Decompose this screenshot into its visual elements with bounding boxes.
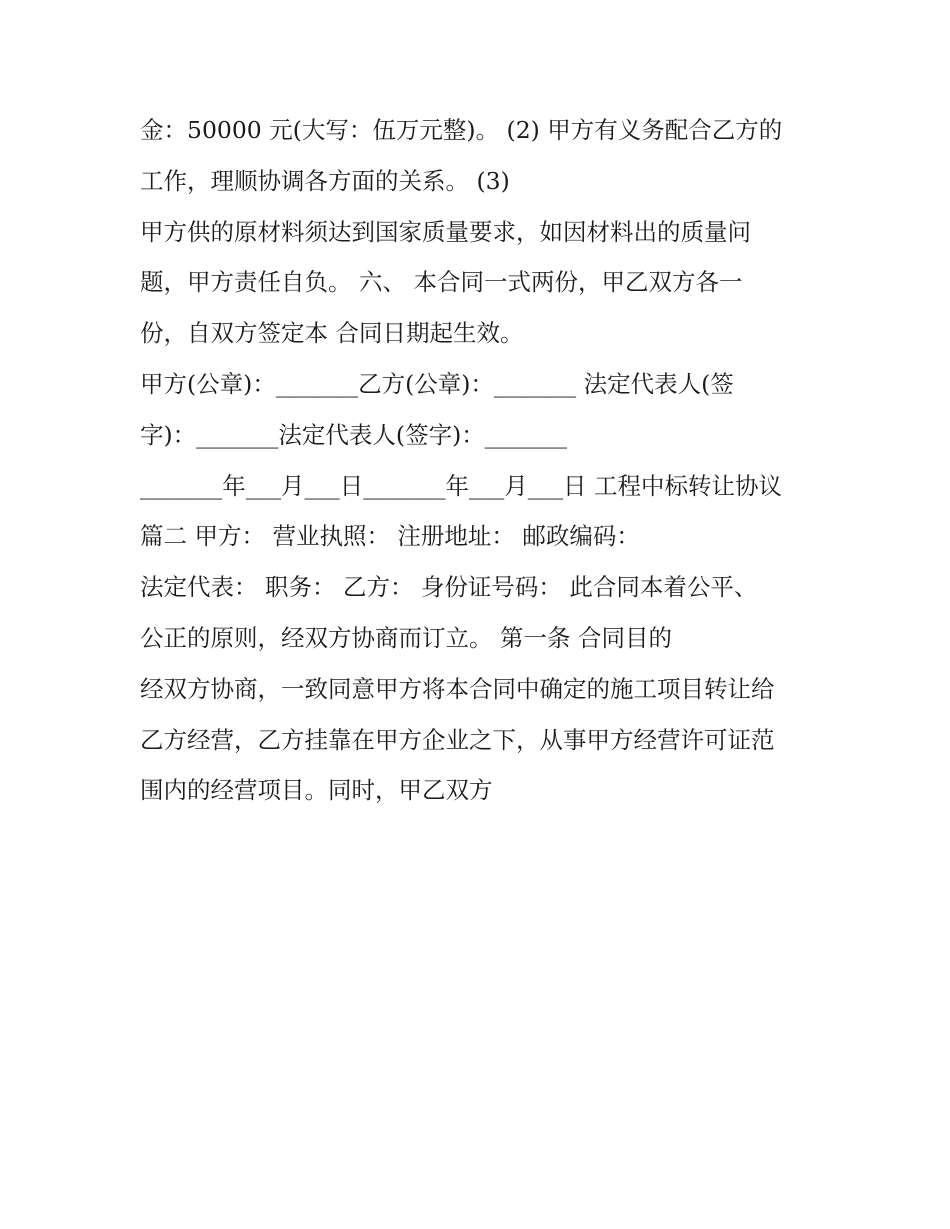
text-line: 乙方经营，乙方挂靠在甲方企业之下，从事甲方经营许可证范 [140, 725, 775, 754]
text-line: 法定代表： 职务： 乙方： 身份证号码： 此合同本着公平、 [140, 573, 758, 602]
text-line: 围内的经营项目。同时，甲乙双方 [140, 776, 493, 805]
text-line: 份，自双方签定本 合同日期起生效。 [140, 319, 524, 348]
signature-line: 字)：_______法定代表人(签字)：_______ [140, 420, 568, 449]
text-line: 公正的原则，经双方协商而订立。 第一条 合同目的 [140, 623, 672, 652]
text-line: 经双方协商，一致同意甲方将本合同中确定的施工项目转让给 [140, 674, 775, 703]
text-line: 甲方供的原材料须达到国家质量要求，如因材料出的质量问 [140, 217, 751, 246]
date-line: _______年___月___日_______年___月___日 工程中标转让协议 [140, 471, 782, 500]
text-line: 题，甲方责任自负。 六、 本合同一式两份，甲乙双方各一 [140, 268, 743, 297]
text-line: 工作，理顺协调各方面的关系。 (3) [140, 166, 510, 195]
text-line: 金：50000 元(大写：伍万元整)。 (2) 甲方有义务配合乙方的 [140, 116, 783, 144]
text-line: 篇二 甲方： 营业执照： 注册地址： 邮政编码： [140, 522, 640, 551]
document-body [140, 107, 840, 818]
signature-line: 甲方(公章)：_______乙方(公章)：_______ 法定代表人(签 [140, 369, 734, 398]
